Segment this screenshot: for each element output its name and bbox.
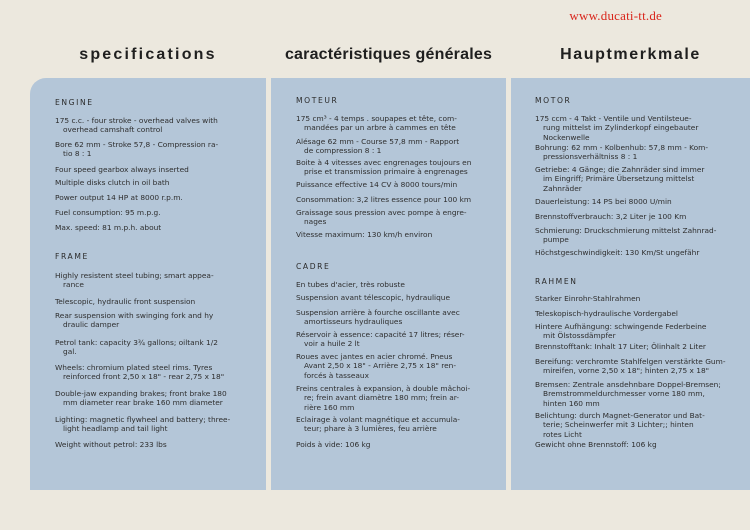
spec-line: reinforced front 2,50 x 18" - rear 2,75 x 18" [63, 372, 225, 382]
spec-line: mandées par un arbre à cammes en tête [304, 123, 456, 133]
spec-item [55, 178, 169, 187]
spec-line: Roues avec jantes en acier chromé. Pneus [296, 352, 453, 361]
spec-line: amortisseurs hydrauliques [304, 317, 403, 327]
spec-line: Bereifung: verchromte Stahlfelgen verstärkte Gum- [535, 357, 726, 366]
spec-line: Zahnräder [543, 183, 582, 193]
section-title: MOTEUR [296, 96, 339, 105]
spec-line: Double-jaw expanding brakes; front brake 180 [55, 389, 227, 398]
spec-line: Hintere Aufhängung: schwingende Federbeine [535, 322, 707, 331]
spec-item [296, 230, 432, 239]
spec-item [296, 415, 460, 434]
spec-line: Starker Einrohr-Stahlrahmen [535, 294, 641, 303]
spec-line: En tubes d'acier, très robuste [296, 280, 405, 289]
section-title: MOTOR [535, 96, 572, 105]
spec-line: mireifen, vorne 2,50 x 18"; hinten 2,75 x 18" [543, 366, 710, 376]
spec-line: Bore 62 mm - Stroke 57,8 - Compression ra- [55, 140, 219, 149]
spec-line: rière 160 mm [304, 402, 355, 412]
spec-line: mm diameter rear brake 160 mm diameter [63, 398, 223, 408]
spec-item [296, 280, 405, 289]
section-title: FRAME [55, 252, 89, 261]
spec-item [296, 384, 470, 412]
spec-item [535, 440, 657, 449]
spec-item [535, 143, 708, 162]
spec-item [535, 357, 726, 376]
spec-line: de compression 8 : 1 [304, 146, 382, 156]
spec-line: Eclairage à volant magnétique et accumula- [296, 415, 460, 424]
spec-line: Multiple disks clutch in oil bath [55, 178, 170, 187]
spec-line: Weight without petrol: 233 lbs [55, 440, 167, 449]
section-title: CADRE [296, 262, 331, 271]
spec-line: im Eingriff; Primäre Übersetzung mittelst [543, 174, 695, 184]
spec-line: Poids à vide: 106 kg [296, 440, 371, 449]
section-title: ENGINE [55, 98, 94, 107]
spec-line: mit Ölstossdämpfer [543, 331, 616, 341]
spec-item [55, 223, 161, 232]
spec-line: Fuel consumption: 95 m.p.g. [55, 208, 161, 217]
spec-item [55, 363, 224, 382]
spec-item [535, 197, 672, 206]
spec-line: gal. [63, 347, 77, 357]
spec-item [535, 411, 705, 439]
spec-line: Bremsen: Zentrale ansdehnbare Doppel-Bremsen; [535, 380, 721, 389]
spec-line: nages [304, 217, 327, 227]
spec-line: Bremstrommeldurchmesser vorne 180 mm, [543, 389, 705, 399]
spec-line: forcés à tasseaux [304, 370, 369, 380]
spec-line: Telescopic, hydraulic front suspension [55, 297, 196, 306]
spec-line: rung mittelst im Zylinderkopf eingebauter [543, 123, 699, 133]
spec-item [296, 440, 370, 449]
spec-line: Freins centrales à expansion, à double mâchoi- [296, 384, 471, 393]
spec-line: Max. speed: 81 m.p.h. about [55, 223, 162, 232]
spec-line: Höchstgeschwindigkeit: 130 Km/St ungefähr [535, 248, 700, 257]
spec-line: Rear suspension with swinging fork and hy [55, 311, 214, 320]
spec-line: voir a huile 2 lt [304, 339, 360, 349]
spec-line: 175 ccm - 4 Takt - Ventile und Ventilsteue- [535, 114, 692, 123]
heading-english: specifications [79, 46, 217, 63]
spec-item [296, 180, 457, 189]
spec-line: pumpe [543, 235, 569, 245]
spec-line: Highly resistent steel tubing; smart appea- [55, 271, 214, 280]
spec-item [296, 330, 465, 349]
spec-line: Bohrung: 62 mm - Kolbenhub: 57,8 mm - Kom- [535, 143, 709, 152]
spec-item [535, 380, 721, 408]
spec-item [55, 297, 195, 306]
spec-item [535, 248, 699, 257]
spec-line: Réservoir à essence: capacité 17 litres; réser- [296, 330, 465, 339]
spec-line: overhead camshaft control [63, 125, 163, 135]
section-title: RAHMEN [535, 277, 578, 286]
spec-line: Boite à 4 vitesses avec engrenages toujours en [296, 158, 472, 167]
spec-item [296, 308, 460, 327]
spec-line: Nockenwelle [543, 132, 590, 142]
spec-line: Alésage 62 mm - Course 57,8 mm - Rapport [296, 137, 460, 146]
spec-item [55, 415, 230, 434]
column-divider-2 [506, 40, 511, 495]
heading-french: caractéristiques générales [284, 46, 493, 63]
spec-item [55, 389, 227, 408]
spec-item [296, 352, 456, 380]
spec-line: tio 8 : 1 [63, 149, 92, 159]
spec-item [535, 226, 716, 245]
spec-item [55, 140, 218, 159]
spec-line: Getriebe: 4 Gänge; die Zahnräder sind immer [535, 165, 705, 174]
spec-line: light headlamp and tail light [63, 424, 168, 434]
spec-item [535, 294, 640, 303]
spec-line: draulic damper [63, 320, 120, 330]
spec-item [296, 293, 450, 302]
spec-item [55, 440, 167, 449]
spec-item [55, 338, 218, 357]
spec-item [535, 322, 706, 341]
spec-line: Petrol tank: capacity 3¾ gallons; oiltank 1/2 [55, 338, 218, 347]
spec-line: Suspension avant télescopic, hydraulique [296, 293, 450, 302]
spec-item [535, 114, 698, 142]
spec-item [296, 195, 471, 204]
spec-item [296, 114, 457, 133]
spec-item [535, 212, 686, 221]
spec-item [55, 208, 161, 217]
heading-german: Hauptmerkmale [560, 46, 701, 63]
spec-item [55, 271, 214, 290]
spec-item [296, 137, 459, 156]
spec-line: Brennstoffverbrauch: 3,2 Liter je 100 Km [535, 212, 687, 221]
spec-item [55, 311, 213, 330]
spec-line: rotes Licht [543, 429, 582, 439]
spec-line: Four speed gearbox always inserted [55, 165, 189, 174]
spec-line: terie; Scheinwerfer mit 3 Lichter;; hinten [543, 420, 694, 430]
spec-line: 175 c.c. - four stroke - overhead valves with [55, 116, 218, 125]
spec-item [55, 165, 189, 174]
spec-line: Suspension arrière à fourche oscillante avec [296, 308, 460, 317]
site-url: www.ducati-tt.de [569, 8, 662, 23]
spec-item [55, 193, 183, 202]
spec-item [535, 342, 706, 351]
spec-line: pressionsverhältniss 8 : 1 [543, 152, 638, 162]
spec-line: 175 cm³ - 4 temps . soupapes et tête, com- [296, 114, 457, 123]
spec-line: rance [63, 280, 84, 290]
spec-line: teur; phare à 3 lumières, feu arrière [304, 424, 437, 434]
spec-item [535, 165, 704, 193]
spec-line: prise et transmission primaire à engrenages [304, 167, 468, 177]
spec-line: Power output 14 HP at 8000 r.p.m. [55, 193, 183, 202]
spec-line: Vitesse maximum: 130 km/h environ [296, 230, 433, 239]
spec-item [296, 158, 471, 177]
spec-item [296, 208, 467, 227]
column-divider-1 [266, 40, 271, 495]
spec-line: Avant 2,50 x 18" - Arrière 2,75 x 18" ren- [304, 361, 456, 371]
spec-line: Lighting: magnetic flywheel and battery; three- [55, 415, 231, 424]
spec-line: Belichtung: durch Magnet-Generator und Bat- [535, 411, 705, 420]
spec-line: Wheels: chromium plated steel rims. Tyres [55, 363, 213, 372]
spec-line: Teleskopisch-hydraulische Vordergabel [535, 309, 678, 318]
spec-line: Gewicht ohne Brennstoff: 106 kg [535, 440, 657, 449]
spec-line: Graissage sous pression avec pompe à engre- [296, 208, 467, 217]
spec-line: Consommation: 3,2 litres essence pour 100 km [296, 195, 472, 204]
spec-item [535, 309, 678, 318]
spec-line: Schmierung: Druckschmierung mittelst Zahnrad- [535, 226, 717, 235]
spec-line: Brennstofftank: Inhalt 17 Liter; Ölinhalt 2 Liter [535, 342, 706, 351]
spec-line: hinten 160 mm [543, 398, 600, 408]
spec-line: Puissance effective 14 CV à 8000 tours/min [296, 180, 458, 189]
spec-line: Dauerleistung: 14 PS bei 8000 U/min [535, 197, 672, 206]
spec-item [55, 116, 218, 135]
spec-line: re; frein avant diamètre 180 mm; frein ar- [304, 393, 459, 403]
